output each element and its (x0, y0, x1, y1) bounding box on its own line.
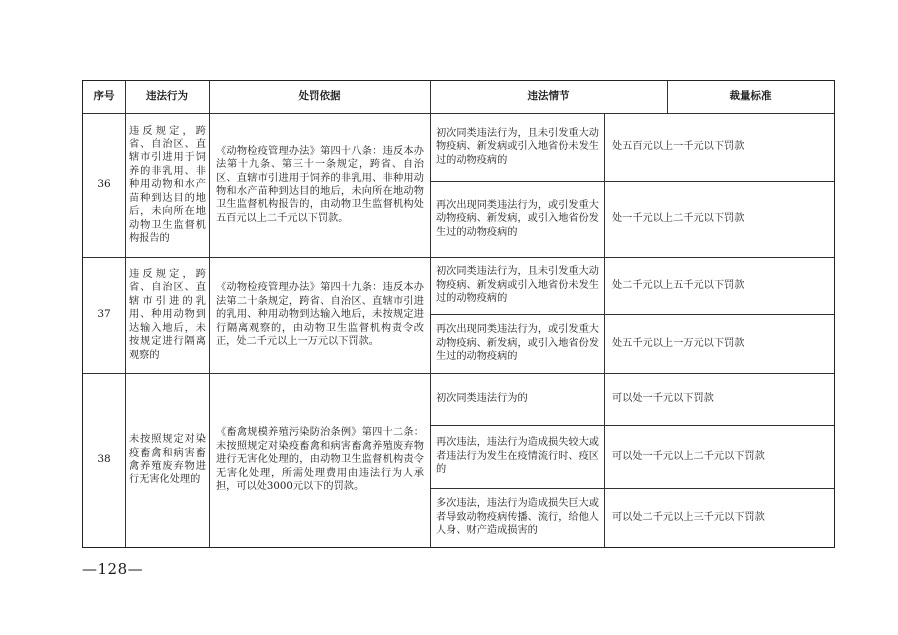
circumstance-text: 多次违法，违法行为造成损失巨大或者导致动物疫病传播、流行，给他人人身、财产造成损害的 (436, 498, 599, 537)
standard-text: 处五千元以上一万元以下罚款 (612, 337, 745, 349)
header-violation: 违法行为 (146, 90, 188, 103)
violation-text: 违反规定，跨省、自治区、直辖市引进用于饲养的非乳用、非种用动物和水产苗种到达目的地后，未向所在地动物卫生监督机构报告的 (129, 125, 206, 244)
circumstance-text: 初次同类违法行为的 (436, 393, 528, 405)
header-number: 序号 (93, 90, 115, 103)
circumstance-text: 再次违法，违法行为造成损失较大或者违法行为发生在疫情流行时、疫区的 (436, 437, 599, 476)
row-number: 36 (97, 178, 111, 191)
circumstance-text: 初次同类违法行为，且未引发重大动物疫病、新发病或引入地省份未发生过的动物疫病的 (436, 127, 599, 166)
standard-text: 处五百元以上一千元以下罚款 (612, 141, 745, 153)
circumstance-text: 再次出现同类违法行为，或引发重大动物疫病、新发病，或引入地省份发生过的动物疫病的 (436, 199, 599, 238)
standard-text: 可以处一千元以上二千元以下罚款 (612, 450, 765, 462)
violation-text: 违反规定，跨省、自治区、直辖市引进的乳用、种用动物到达输入地后，未按规定进行隔离观察的 (129, 269, 206, 361)
standard-text: 可以处一千元以下罚款 (612, 393, 714, 405)
header-standard: 裁量标准 (729, 90, 772, 103)
row-number: 38 (97, 453, 111, 466)
header-circumstance: 违法情节 (527, 90, 570, 103)
circumstance-text: 初次同类违法行为，且未引发重大动物疫病、新发病或引入地省份未发生过的动物疫病的 (436, 266, 599, 305)
standard-text: 处一千元以上二千元以下罚款 (612, 213, 745, 225)
basis-text: 《畜禽规模养殖污染防治条例》第四十二条：未按照规定对染疫畜禽和病害畜禽养殖废弃物进行无害化处理的，由动物卫生监督机构责令无害化处理，所需处理费用由违法行为人承担，可以处3000元以下的罚款。 (216, 427, 424, 493)
standard-text: 可以处二千元以上三千元以下罚款 (612, 511, 765, 523)
basis-text: 《动物检疫管理办法》第四十八条：违反本办法第十九条、第三十一条规定，跨省、自治区、直辖市引进用于饲养的非乳用、非种用动物和水产苗种到达目的地后，未向所在地动物卫生监督机构报告的，由动物卫生监督机构处五百元以上二千元以下罚款。 (216, 145, 424, 224)
violation-text: 未按照规定对染疫畜禽和病害畜禽养殖废弃物进行无害化处理的 (129, 434, 206, 486)
header-basis: 处罚依据 (298, 90, 341, 103)
circumstance-text: 再次出现同类违法行为，或引发重大动物疫病、新发病，或引入地省份发生过的动物疫病的 (436, 324, 599, 363)
standard-text: 处二千元以上五千元以下罚款 (612, 279, 745, 291)
row-number: 37 (97, 308, 111, 321)
penalty-discretion-table (82, 80, 835, 548)
basis-text: 《动物检疫管理办法》第四十九条：违反本办法第二十条规定，跨省、自治区、直辖市引进的乳用、种用动物到达输入地后，未按规定进行隔离观察的，由动物卫生监督机构责令改正，处二千元以上一万元以下罚款。 (216, 282, 424, 348)
page-number: —128— (82, 560, 144, 578)
